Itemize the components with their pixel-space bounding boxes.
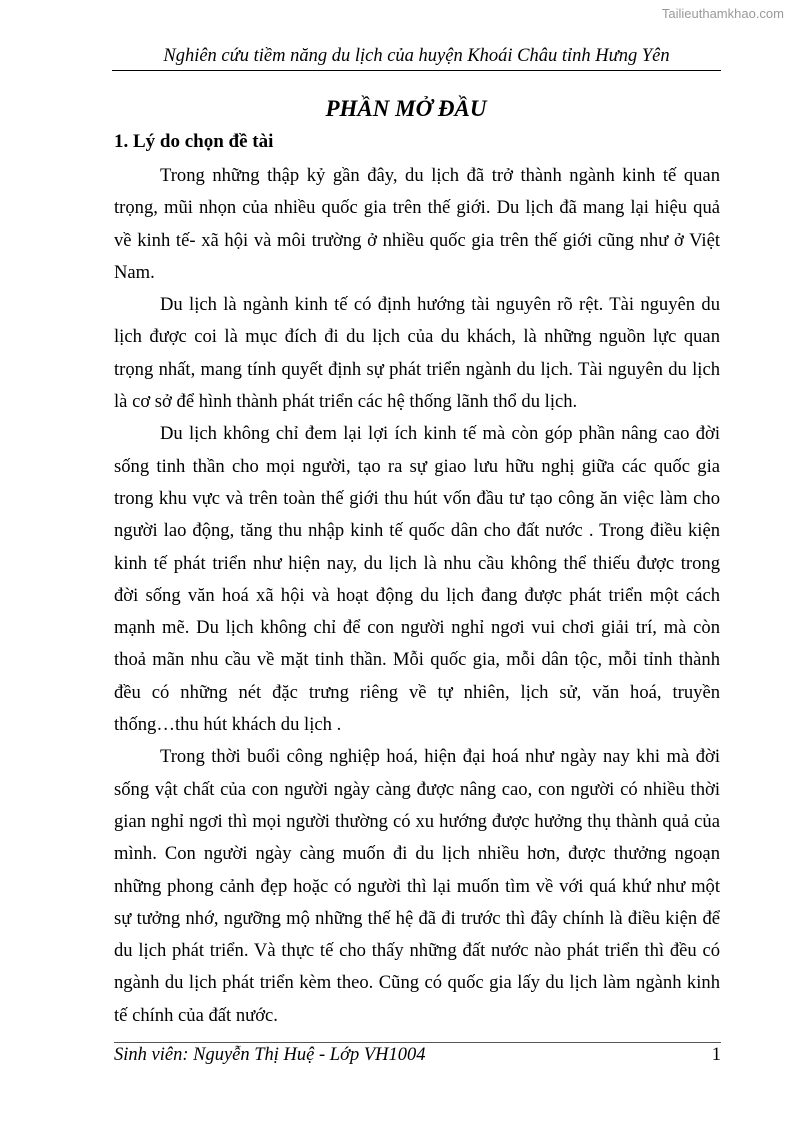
text-line: ngành du lịch phát triển kèm theo. Cũng có quốc gia lấy du lịch làm ngành kinh bbox=[114, 972, 720, 994]
paragraph bbox=[114, 741, 720, 1032]
document-body bbox=[114, 160, 720, 1032]
text-line: người lao động, tăng thu nhập kinh tế quốc dân cho đất nước . Trong điều kiện bbox=[114, 520, 720, 542]
paragraph bbox=[114, 418, 720, 741]
text-line: du lịch phát triển. Và thực tế cho thấy những đất nước nào phát triển thì đều có bbox=[114, 940, 720, 962]
page-number: 1 bbox=[711, 1045, 721, 1065]
text-line: kinh tế phát triển như hiện nay, du lịch là nhu cầu không thể thiếu được trong bbox=[114, 552, 720, 574]
text-line: Trong thời buổi công nghiệp hoá, hiện đại hoá như ngày nay khi mà đời bbox=[160, 746, 720, 768]
text-line: lịch được coi là mục đích đi du lịch của du khách, là những nguồn lực quan bbox=[114, 326, 720, 348]
text-line: sống tinh thần cho mọi người, tạo ra sự giao lưu hữu nghị giữa các quốc gia bbox=[114, 455, 720, 477]
text-line: đời sống văn hoá xã hội và hoạt động du lịch đang được phát triển một cách bbox=[114, 584, 720, 606]
text-line: tế chính của đất nước. bbox=[114, 1004, 278, 1026]
text-line: là cơ sở để hình thành phát triển các hệ thống lãnh thổ du lịch. bbox=[114, 391, 578, 413]
text-line: thoả mãn nhu cầu về mặt tinh thần. Mỗi quốc gia, mỗi dân tộc, mỗi tỉnh thành bbox=[114, 649, 720, 671]
text-line: Du lịch không chỉ đem lại lợi ích kinh tế mà còn góp phần nâng cao đời bbox=[160, 423, 720, 445]
text-line: trọng nhất, mang tính quyết định sự phát triển ngành du lịch. Tài nguyên du lịch bbox=[114, 358, 720, 380]
paragraph bbox=[114, 160, 720, 289]
student-info: Sinh viên: Nguyễn Thị Huệ - Lớp VH1004 bbox=[114, 1045, 426, 1065]
text-line: trong khu vực và trên toàn thế giới thu hút vốn đầu tư tạo công ăn việc làm cho bbox=[114, 487, 720, 509]
text-line: Trong những thập kỷ gần đây, du lịch đã trở thành ngành kinh tế quan bbox=[160, 165, 720, 186]
text-line: mình. Con người ngày càng muốn đi du lịch nhiều hơn, được thưởng ngoạn bbox=[114, 843, 720, 865]
running-header: Nghiên cứu tiềm năng du lịch của huyện Khoái Châu tỉnh Hưng Yên bbox=[112, 46, 721, 71]
text-line: về kinh tế- xã hội và môi trường ở nhiều quốc gia trên thế giới cũng như ở Việt bbox=[114, 229, 720, 251]
text-line: Nam. bbox=[114, 261, 155, 283]
running-footer bbox=[114, 1042, 721, 1066]
text-line: những phong cảnh đẹp hoặc có người thì lại muốn tìm về với quá khứ như một bbox=[114, 875, 720, 897]
text-line: trọng, mũi nhọn của nhiều quốc gia trên thế giới. Du lịch đã mang lại hiệu quả bbox=[114, 197, 720, 219]
paragraph bbox=[114, 289, 720, 418]
text-line: sống vật chất của con người ngày càng được nâng cao, con người có nhiều thời bbox=[114, 778, 720, 800]
page-title: PHẦN MỞ ĐẦU bbox=[325, 96, 487, 121]
text-line: thống…thu hút khách du lịch . bbox=[114, 714, 342, 736]
watermark: Tailieuthamkhao.com bbox=[661, 6, 784, 21]
text-line: sự tưởng nhớ, ngưỡng mộ những thế hệ đã đi trước thì đây chính là điều kiện để bbox=[114, 907, 720, 929]
text-line: mạnh mẽ. Du lịch không chỉ để con người nghỉ ngơi vui chơi giải trí, mà còn bbox=[114, 617, 720, 639]
text-line: Du lịch là ngành kinh tế có định hướng tài nguyên rõ rệt. Tài nguyên du bbox=[160, 294, 720, 316]
text-line: gian nghỉ ngơi thì mọi người thường có xu hướng được hưởng thụ thành quả của bbox=[114, 810, 720, 832]
text-line: đều có những nét đặc trưng riêng về tự nhiên, lịch sử, văn hoá, truyền bbox=[114, 681, 720, 703]
section-heading: 1. Lý do chọn đề tài bbox=[114, 131, 274, 152]
